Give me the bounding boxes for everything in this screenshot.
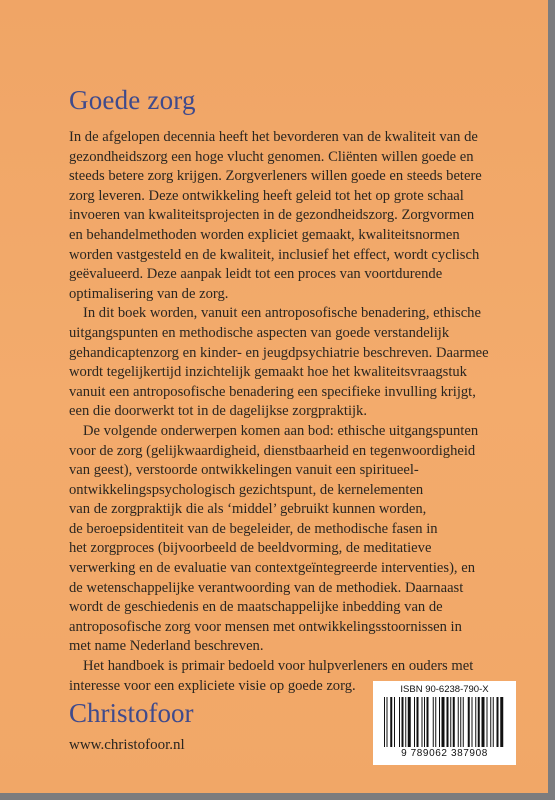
barcode-bar [490, 697, 491, 747]
text-line: optimalisering van de zorg. [69, 285, 229, 302]
publisher-url: www.christofoor.nl [69, 737, 185, 753]
barcode-bar [424, 697, 425, 747]
barcode-bar [433, 697, 434, 747]
barcode-bar [475, 697, 476, 747]
barcode-bar [442, 697, 445, 747]
text-line: uitgangspunten en methodische aspecten van goede verstandelijk [69, 324, 450, 341]
barcode-bar [447, 697, 449, 747]
barcode-bar [427, 697, 429, 747]
text-line: vanuit een antroposofische benadering een specifieke invulling krijgt, [69, 383, 476, 400]
text-line: en behandelmethoden worden expliciet gemaakt, kwaliteitsnormen [69, 226, 460, 243]
paragraph [69, 304, 539, 422]
text-line: van de zorgpraktijk die als ‘middel’ gebruikt kunnen worden, [69, 501, 427, 518]
barcode-bar [405, 697, 406, 747]
barcode-bar [439, 697, 440, 747]
text-line: steeds betere zorg krijgen. Zorgverleners willen goede en steeds betere [69, 168, 482, 185]
isbn-label: ISBN 90-6238-790-X [400, 684, 489, 695]
text-line: gezondheidszorg een hoge vlucht genomen. Cliënten willen goede en [69, 148, 474, 165]
text-line: In de afgelopen decennia heeft het bevorderen van de kwaliteit van de [69, 129, 478, 145]
barcode-bar [487, 697, 488, 747]
text-line: een die doorwerkt tot in de dagelijkse zorgpraktijk. [69, 403, 368, 420]
ean-label: 9 789062 387908 [401, 748, 488, 759]
barcode-bar [414, 697, 415, 747]
text-line: wordt tegelijkertijd inzichtelijk gemaakt hoe het kwaliteitsvraagstuk [69, 364, 467, 381]
barcode-bar [482, 697, 485, 747]
text-line: van geest), verstoorde ontwikkelingen vanuit een spiritueel- [69, 462, 419, 479]
barcode-bar [408, 697, 411, 747]
barcode [373, 681, 516, 765]
barcode-bar [458, 697, 459, 747]
barcode-bar [450, 697, 451, 747]
barcode-bar [460, 697, 461, 747]
text-line: zorg leveren. Deze ontwikkeling heeft geleid tot het op grote schaal [69, 187, 464, 204]
text-line: de beroepsidentiteit van de begeleider, de methodische fasen in [69, 520, 438, 537]
text-line: gehandicaptenzorg en kinder- en jeugdpsychiatrie beschreven. Daarmee [69, 344, 489, 361]
text-line: De volgende onderwerpen komen aan bod: ethische uitgangspunten [83, 422, 479, 439]
page-title: Goede zorg [69, 85, 196, 115]
text-line: geëvalueerd. Deze aanpak leidt tot een proces van voortdurende [69, 266, 443, 283]
text-line: interesse voor een expliciete visie op goede zorg. [69, 677, 356, 694]
paragraph [69, 128, 539, 304]
barcode-bar [390, 697, 392, 747]
barcode-bar [478, 697, 480, 747]
barcode-bar [417, 697, 419, 747]
text-line: verwerking en de evaluatie van contextgeïntegreerde interventies), en [69, 560, 476, 577]
paragraph [69, 422, 539, 657]
barcode-bar [453, 697, 455, 747]
barcode-bar [384, 697, 385, 747]
barcode-bar [497, 697, 499, 747]
text-line: de wetenschappelijke verantwoording van de methodiek. Daarnaast [69, 579, 464, 596]
barcode-bar [394, 697, 395, 747]
text-line: wordt de geschiedenis en de maatschappelijke inbedding van de [69, 599, 443, 616]
blurb-text [69, 128, 539, 696]
text-line: invoeren van kwaliteitsprojecten in de gezondheidszorg. Zorgvormen [69, 207, 475, 224]
text-line: voor de zorg (gelijkwaardigheid, dienstbaarheid en tegenwoordigheid [69, 442, 476, 459]
text-line: In dit boek worden, vanuit een antroposofische benadering, ethische [83, 305, 481, 322]
text-line: antroposofische zorg voor mensen met ontwikkelingsstoornissen in [69, 618, 462, 635]
barcode-bar [387, 697, 388, 747]
text-line: worden vastgesteld en de kwaliteit, inclusief het effect, wordt cyclisch [69, 246, 480, 263]
barcode-bar [500, 697, 503, 747]
publisher-name: Christofoor [69, 698, 194, 728]
barcode-bar [472, 697, 473, 747]
barcode-bar [463, 697, 464, 747]
text-line: met name Nederland beschreven. [69, 638, 264, 655]
barcode-bar [435, 697, 436, 747]
text-line: Het handboek is primair bedoeld voor hulpverleners en ouders met [83, 658, 474, 675]
barcode-bar [402, 697, 404, 747]
text-line: ontwikkelingspsychologisch gezichtspunt, de kernelementen [69, 481, 424, 498]
barcode-bars-icon [384, 697, 505, 747]
barcode-bar [493, 697, 494, 747]
barcode-bar [468, 697, 470, 747]
text-line: het zorgproces (bijvoorbeeld de beeldvorming, de meditatieve [69, 540, 432, 557]
barcode-bar [422, 697, 423, 747]
barcode-bar [399, 697, 400, 747]
